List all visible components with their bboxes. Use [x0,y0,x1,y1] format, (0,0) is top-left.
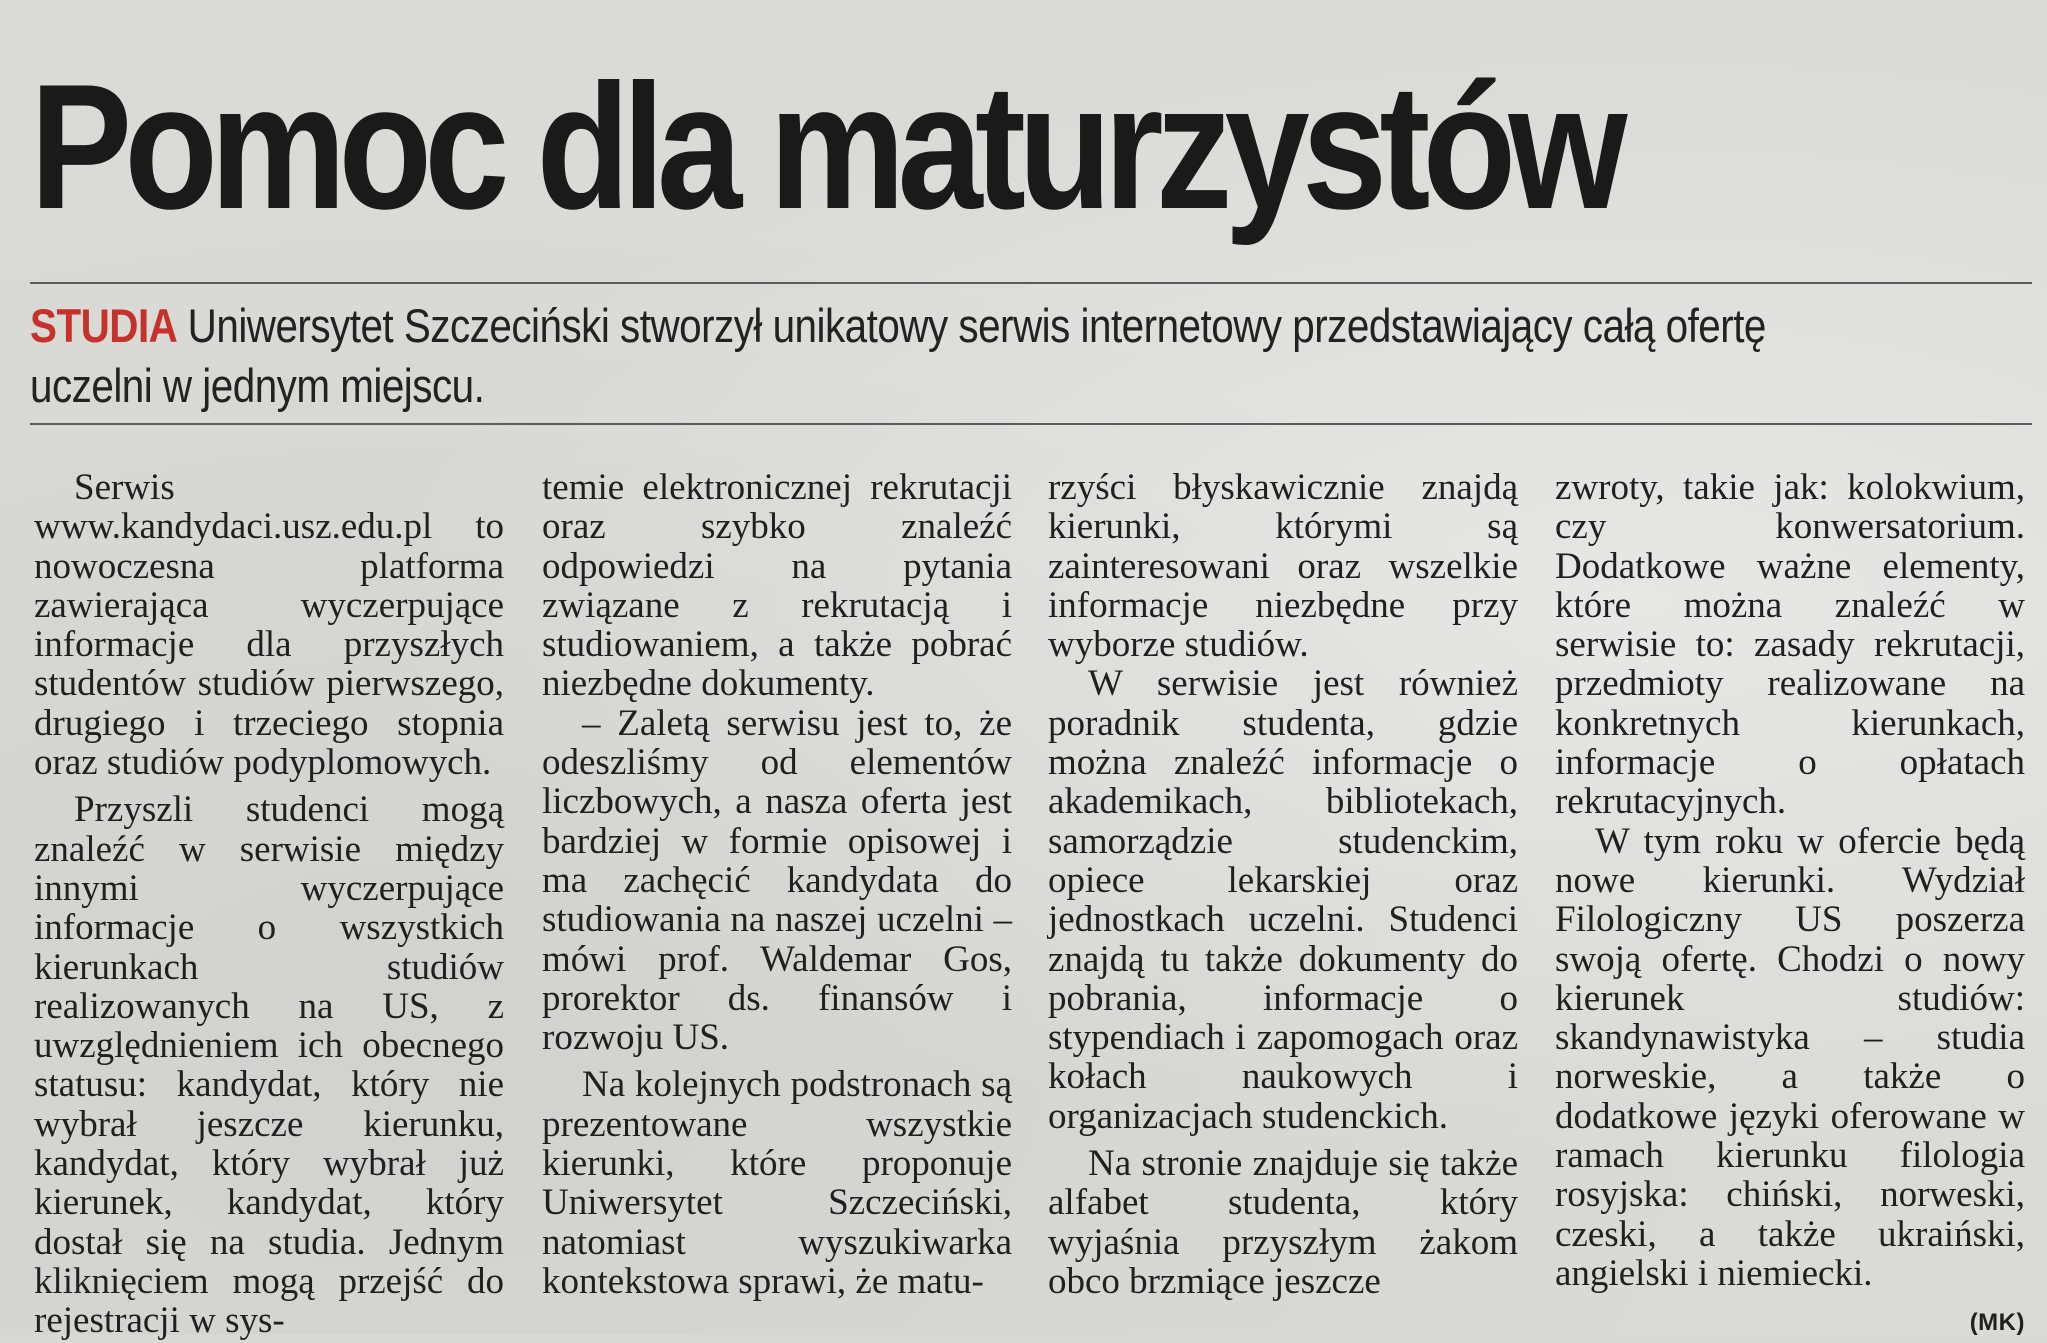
article-paragraph: W serwisie jest również poradnik studenta, gdzie można znaleźć informacje o akademikach, bibliotekach, samorządzie studenckim, opiece lekarskiej oraz jednostkach uczelni. Studenci znajdą tu także dokumenty do pobrania, informacje o stypendiach i zapomogach oraz kołach naukowych i organizacjach studenckich. [1048,663,1518,1137]
headline: Pomoc dla maturzystów [30,47,1620,246]
lead-text: Uniwersytet Szczeciński stworzył unikatowy serwis internetowy przedstawiający całą ofertę uczelni w jednym miejscu. [30,299,1766,412]
article-paragraph: rzyści błyskawicznie znajdą kierunki, którymi są zainteresowani oraz wszelkie informacje niezbędne przy wyborze studiów. [1048,467,1518,666]
article-paragraph: Na stronie znajduje się także alfabet studenta, który wyjaśnia przyszłym żakom obco brzmiące jeszcze [1048,1143,1518,1302]
article-paragraph: W tym roku w ofercie będą nowe kierunki. Wydział Filologiczny US poszerza swoją ofertę. Chodzi o nowy kierunek studiów: skandynawistyka – studia norweskie, a także o dodatkowe języki oferowane w ramach kierunku filologia rosyjska: chiński, norweski, czeski, a także ukraiński, angielski i niemiecki. [1555,820,2025,1294]
bottom-divider [30,423,2032,425]
section-kicker: STUDIA [30,299,178,352]
article-paragraph: temie elektronicznej rekrutacji oraz szybko znaleźć odpowiedzi na pytania związane z rekrutacją i studiowaniem, a także pobrać niezbędne dokumenty. [542,467,1012,705]
lead-paragraph [30,296,1836,416]
article-paragraph: Przyszli studenci mogą znaleźć w serwisie między innymi wyczerpujące informacje o wszystkich kierunkach studiów realizowanych na US, z uwzględnieniem ich obecnego statusu: kandydat, który nie wybrał jeszcze kierunku, kandydat, który wybrał już kierunek, kandydat, który dostał się na studia. Jednym kliknięciem mogą przejść do rejestracji w sys- [34,789,504,1342]
article-column-2 [542,468,1012,1301]
article-column-3 [1048,468,1518,1301]
article-column-4 [1555,468,2025,1343]
article-paragraph: – Zaletą serwisu jest to, że odeszliśmy od elementów liczbowych, a nasza oferta jest bardziej w formie opisowej i ma zachęcić kandydata do studiowania na naszej uczelni – mówi prof. Waldemar Gos, prorektor ds. finansów i rozwoju US. [542,702,1012,1059]
top-divider [30,282,2032,284]
author-byline: (MK) [1969,1309,2025,1337]
article-paragraph: Serwis www.kandydaci.usz.edu.pl to nowoczesna platforma zawierająca wyczerpujące informacje dla przyszłych studentów studiów pierwszego, drugiego i trzeciego stopnia oraz studiów podyplomowych. [34,467,504,784]
article-paragraph: zwroty, takie jak: kolokwium, czy konwersatorium. Dodatkowe ważne elementy, które można znaleźć w serwisie to: zasady rekrutacji, przedmioty realizowane na konkretnych kierunkach, informacje o opłatach rekrutacyjnych. [1555,467,2025,823]
article-column-1 [34,468,504,1341]
article-paragraph: Na kolejnych podstronach są prezentowane wszystkie kierunki, które proponuje Uniwersytet Szczeciński, natomiast wyszukiwarka kontekstowa sprawi, że matu- [542,1064,1012,1302]
